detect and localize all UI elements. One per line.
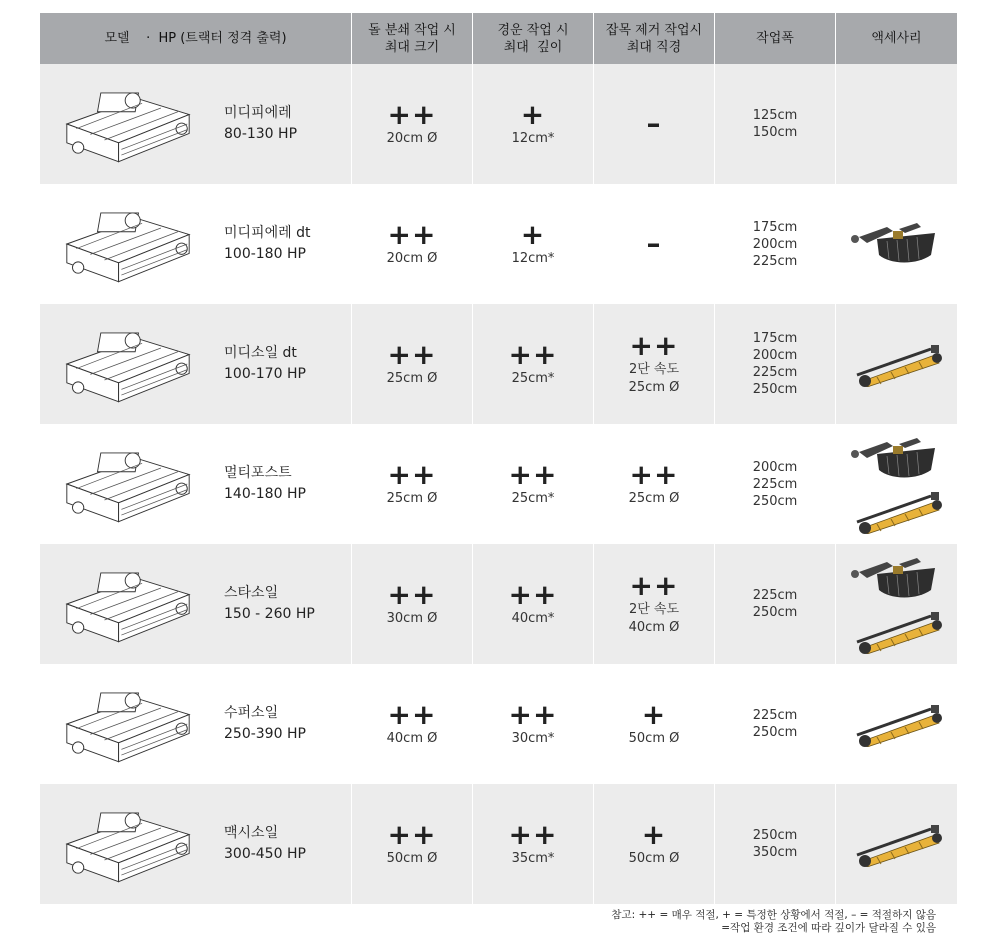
- hard-cell: [472, 64, 593, 184]
- hard-cell: [472, 784, 593, 904]
- roller-accessory-icon: [847, 608, 947, 654]
- hard-depth: 12cm*: [511, 251, 555, 266]
- model-name: 미디피에레: [224, 105, 292, 121]
- stone-cell: [351, 64, 472, 184]
- width-value: 175cm: [752, 219, 798, 235]
- stone-size: 30cm Ø: [386, 611, 438, 626]
- stone-size: 25cm Ø: [386, 371, 438, 386]
- stone-cell: [351, 784, 472, 904]
- grid-bucket-accessory-icon: [847, 554, 947, 604]
- model-cell: [40, 64, 351, 184]
- table-row: [40, 784, 957, 904]
- stone-rating: ++: [387, 458, 437, 491]
- model-hp: 100-180 HP: [224, 246, 306, 262]
- model-name: 미디소일 dt: [224, 345, 297, 361]
- accessory-cell: [835, 664, 957, 784]
- header-accessory: [835, 13, 957, 64]
- clearing-cell: [593, 64, 714, 184]
- hard-cell: [472, 184, 593, 304]
- stone-cell: [351, 544, 472, 664]
- header-hard: [472, 13, 593, 64]
- table-row: [40, 424, 957, 544]
- model-hp: 300-450 HP: [224, 846, 306, 862]
- hard-rating: ++: [508, 578, 558, 611]
- stone-size: 25cm Ø: [386, 491, 438, 506]
- hard-depth: 12cm*: [511, 131, 555, 146]
- header-width-label: 작업폭: [756, 31, 794, 46]
- hard-rating: ++: [508, 458, 558, 491]
- table-row: [40, 184, 957, 304]
- header-accessory-label: 액세사리: [871, 31, 922, 46]
- model-cell: [40, 184, 351, 304]
- model-text: [224, 343, 306, 385]
- width-value: 250cm: [752, 493, 798, 509]
- clearing-cell: [593, 184, 714, 304]
- width-value: 125cm: [752, 108, 798, 123]
- hard-cell: [472, 424, 593, 544]
- header-clearing-line1: 잡목 제거 작업시: [605, 22, 703, 38]
- stone-rating: ++: [387, 818, 437, 851]
- accessory-cell: [835, 64, 957, 184]
- model-text: [224, 703, 306, 745]
- clearing-cell: [593, 784, 714, 904]
- width-value: 225cm: [752, 253, 798, 269]
- hard-depth: 40cm*: [511, 611, 555, 626]
- hard-rating: +: [520, 98, 546, 131]
- table-row: [40, 64, 957, 184]
- clearing-cell: [593, 424, 714, 544]
- model-cell: [40, 664, 351, 784]
- clearing-rating: ++: [629, 458, 679, 491]
- model-cell: [40, 304, 351, 424]
- mulcher-machine-icon: [48, 789, 208, 899]
- model-name: 맥시소일: [224, 825, 279, 841]
- model-cell: [40, 784, 351, 904]
- header-clearing: [593, 13, 714, 64]
- width-cell: [714, 544, 835, 664]
- grid-bucket-accessory-icon: [847, 434, 947, 484]
- model-hp: 100-170 HP: [224, 366, 306, 382]
- mulcher-machine-icon: [48, 309, 208, 419]
- table-header: [40, 13, 957, 64]
- model-text: [224, 583, 315, 625]
- mulcher-machine-icon: [48, 429, 208, 539]
- width-value: 250cm: [752, 725, 798, 740]
- accessory-cell: [835, 304, 957, 424]
- accessory-cell: [835, 184, 957, 304]
- width-value: 225cm: [752, 365, 798, 380]
- clearing-rating: +: [641, 818, 667, 851]
- width-cell: [714, 664, 835, 784]
- hard-rating: ++: [508, 698, 558, 731]
- hard-cell: [472, 304, 593, 424]
- roller-accessory-icon: [847, 821, 947, 867]
- model-cell: [40, 424, 351, 544]
- width-value: 225cm: [752, 588, 798, 603]
- header-stone-line2: 최대 크기: [384, 39, 440, 55]
- model-hp: 140-180 HP: [224, 486, 306, 502]
- header-hard-line1: 경운 작업 시: [497, 22, 569, 38]
- clearing-diameter: 50cm Ø: [628, 731, 680, 746]
- model-text: [224, 103, 297, 145]
- stone-size: 20cm Ø: [386, 251, 438, 266]
- roller-accessory-icon: [847, 341, 947, 387]
- clearing-diameter: 40cm Ø: [628, 620, 680, 635]
- stone-cell: [351, 304, 472, 424]
- model-name: 스타소일: [224, 585, 279, 601]
- hard-rating: +: [520, 218, 546, 251]
- header-clearing-line2: 최대 직경: [626, 39, 682, 55]
- accessory-cell: [835, 784, 957, 904]
- width-cell: [714, 784, 835, 904]
- stone-cell: [351, 664, 472, 784]
- accessory-cell: [835, 424, 957, 544]
- footnote: [611, 909, 936, 935]
- header-width: [714, 13, 835, 64]
- width-value: 225cm: [752, 476, 798, 492]
- width-cell: [714, 64, 835, 184]
- stone-cell: [351, 184, 472, 304]
- model-hp: 80-130 HP: [224, 126, 298, 142]
- width-value: 150cm: [752, 125, 798, 140]
- clearing-diameter: 25cm Ø: [628, 491, 680, 506]
- roller-accessory-icon: [847, 488, 947, 534]
- accessory-cell: [835, 544, 957, 664]
- width-value: 250cm: [752, 382, 798, 397]
- model-cell: [40, 544, 351, 664]
- stone-size: 20cm Ø: [386, 131, 438, 146]
- table-body: [40, 64, 957, 904]
- width-cell: [714, 304, 835, 424]
- clearing-cell: [593, 664, 714, 784]
- width-cell: [714, 424, 835, 544]
- model-text: [224, 463, 306, 505]
- clearing-rating: +: [641, 698, 667, 731]
- clearing-cell: [593, 304, 714, 424]
- mulcher-machine-icon: [48, 189, 208, 299]
- width-value: 350cm: [752, 845, 798, 860]
- stone-rating: ++: [387, 578, 437, 611]
- clearing-speed-note: 2단 속도: [628, 362, 680, 377]
- roller-accessory-icon: [847, 701, 947, 747]
- width-value: 200cm: [752, 459, 798, 475]
- footnote-depth-note: =작업 환경 조건에 따라 깊이가 달라질 수 있음: [721, 922, 936, 934]
- model-text: [224, 823, 306, 865]
- hard-depth: 35cm*: [511, 851, 555, 866]
- hard-depth: 30cm*: [511, 731, 555, 746]
- clearing-diameter: 50cm Ø: [628, 851, 680, 866]
- width-value: 250cm: [752, 605, 798, 620]
- hard-cell: [472, 544, 593, 664]
- header-stone: [351, 13, 472, 64]
- model-name: 미디피에레 dt: [224, 225, 311, 241]
- model-name: 수퍼소일: [224, 705, 279, 721]
- stone-rating: ++: [387, 98, 437, 131]
- model-hp: 150 - 260 HP: [224, 606, 315, 622]
- table-row: [40, 304, 957, 424]
- hard-depth: 25cm*: [511, 491, 555, 506]
- stone-rating: ++: [387, 218, 437, 251]
- width-value: 175cm: [752, 331, 798, 346]
- width-cell: [714, 184, 835, 304]
- stone-rating: ++: [387, 698, 437, 731]
- header-stone-line1: 돌 분쇄 작업 시: [368, 22, 456, 38]
- hard-rating: ++: [508, 338, 558, 371]
- clearing-diameter: 25cm Ø: [628, 380, 680, 395]
- mulcher-machine-icon: [48, 669, 208, 779]
- header-model-label: 모델 · HP (트랙터 정격 출력): [104, 31, 287, 46]
- stone-rating: ++: [387, 338, 437, 371]
- hard-cell: [472, 664, 593, 784]
- width-value: 200cm: [752, 236, 798, 252]
- clearing-rating: ++: [629, 569, 679, 602]
- model-text: [224, 223, 310, 265]
- grid-bucket-accessory-icon: [847, 219, 947, 269]
- clearing-rating: –: [646, 227, 662, 260]
- mulcher-machine-icon: [48, 549, 208, 659]
- hard-depth: 25cm*: [511, 371, 555, 386]
- model-hp: 250-390 HP: [224, 726, 306, 742]
- header-hard-line2: 최대 깊이: [503, 39, 563, 55]
- width-value: 225cm: [752, 708, 798, 723]
- table-row: [40, 544, 957, 664]
- stone-cell: [351, 424, 472, 544]
- width-value: 200cm: [752, 348, 798, 363]
- clearing-speed-note: 2단 속도: [628, 602, 680, 617]
- model-name: 멀티포스트: [224, 465, 292, 481]
- clearing-cell: [593, 544, 714, 664]
- table-row: [40, 664, 957, 784]
- footnote-legend: 참고: ++ = 매우 적절, + = 특정한 상황에서 적절, – = 적절하지 않음: [611, 909, 936, 921]
- stone-size: 40cm Ø: [386, 731, 438, 746]
- stone-size: 50cm Ø: [386, 851, 438, 866]
- hard-rating: ++: [508, 818, 558, 851]
- mulcher-machine-icon: [48, 69, 208, 179]
- header-model: [40, 13, 351, 64]
- clearing-rating: –: [646, 107, 662, 140]
- width-value: 250cm: [752, 828, 798, 843]
- comparison-table: [40, 13, 957, 904]
- clearing-rating: ++: [629, 329, 679, 362]
